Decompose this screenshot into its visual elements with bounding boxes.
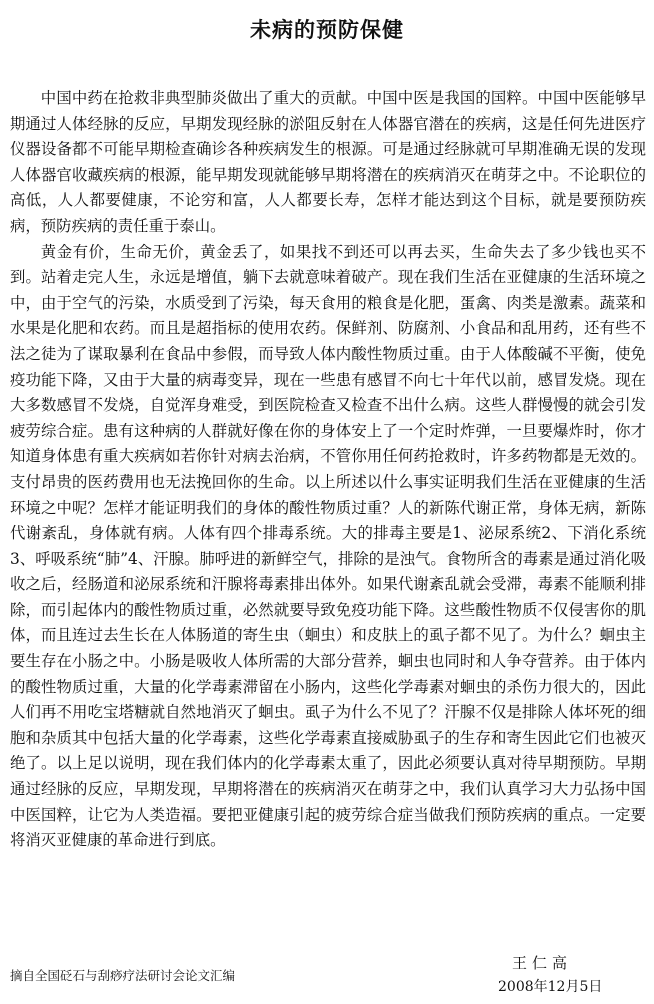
article-body <box>10 86 646 854</box>
source-note: 摘自全国砭石与刮痧疗法研讨会论文汇编 <box>10 968 236 983</box>
paragraph-2: 黄金有价，生命无价，黄金丢了，如果找不到还可以再去买，生命失去了多少钱也买不到。站着走完人生，永远是增值，躺下去就意味着破产。现在我们生活在亚健康的生活环境之中，由于空气的污染，水质受到了污染，每天食用的粮食是化肥，蛋禽、肉类是激素。蔬菜和水果是化肥和农药。而且是超指标的使用农药。保鲜剂、防腐剂、小食品和乱用药，还有些不法之徒为了谋取暴利在食品中参假，而导致人体内酸性物质过重。由于人体酸碱不平衡，使免疫功能下降，又由于大量的病毒变异，现在一些患有感冒不向七十年代以前，感冒发烧。现在大多数感冒不发烧，自觉浑身难受，到医院检查又检查不出什么病。这些人群慢慢的就会引发疲劳综合症。患有这种病的人群就好像在你的身体安上了一个定时炸弹，一旦要爆炸时，你才知道身体患有重大疾病如若你针对病去治病，不管你用任何药抢救时，许多药物都是无效的。支付昂贵的医药费用也无法挽回你的生命。以上所述以什么事实证明我们生活在亚健康的生活环境之中呢？怎样才能证明我们的身体的酸性物质过重？人的新陈代谢正常，身体无病，新陈代谢紊乱，身体就有病。人体有四个排毒系统。大的排毒主要是1、泌尿系统2、下消化系统3、呼吸系统“肺”4、汗腺。肺呼进的新鲜空气，排除的是浊气。食物所含的毒素是通过消化吸收之后，经肠道和泌尿系统和汗腺将毒素排出体外。如果代谢紊乱就会受滞，毒素不能顺利排除，而引起体内的酸性物质过重，必然就要导致免疫功能下降。这些酸性物质不仅侵害你的肌体，而且连过去生长在人体肠道的寄生虫（蛔虫）和皮肤上的虱子都不见了。为什么？蛔虫主要生存在小肠之中。小肠是吸收人体所需的大部分营养，蛔虫也同时和人争夺营养。由于体内的酸性物质过重，大量的化学毒素滞留在小肠内，这些化学毒素对蛔虫的杀伤力很大的，因此人们再不用吃宝塔糖就自然地消灭了蛔虫。虱子为什么不见了？汗腺不仅是排除人体坏死的细胞和杂质其中包括大量的化学毒素，这些化学毒素直接威胁虱子的生存和寄生因此它们也被灭绝了。以上足以说明，现在我们体内的化学毒素太重了，因此必须要认真对待早期预防。早期通过经脉的反应，早期发现，早期将潜在的疾病消灭在萌芽之中，我们认真学习大力弘扬中国中医国粹，让它为人类造福。要把亚健康引起的疲劳综合症当做我们预防疾病的重点。一定要将消灭亚健康的革命进行到底。 <box>10 242 646 850</box>
paragraph-1: 中国中药在抢救非典型肺炎做出了重大的贡献。中国中医是我国的国粹。中国中医能够早期通过人体经脉的反应，早期发现经脉的淤阻反射在人体器官潜在的疾病，这是任何先进医疗仪器设备都不可能早期检查确诊各种疾病发生的根源。可是通过经脉就可早期准确无误的发现人体器官收藏疾病的根源，能早期发现就能够早期将潜在的疾病消灭在萌芽之中。不论职位的高低，人人都要健康，不论穷和富，人人都要长寿，怎样才能达到这个目标，就是要预防疾病，预防疾病的责任重于泰山。 <box>10 89 646 235</box>
document-date: 2008年12月5日 <box>498 979 603 995</box>
author-name: 王仁高 <box>512 954 573 972</box>
document-title: 未病的预防保健 <box>250 18 404 42</box>
